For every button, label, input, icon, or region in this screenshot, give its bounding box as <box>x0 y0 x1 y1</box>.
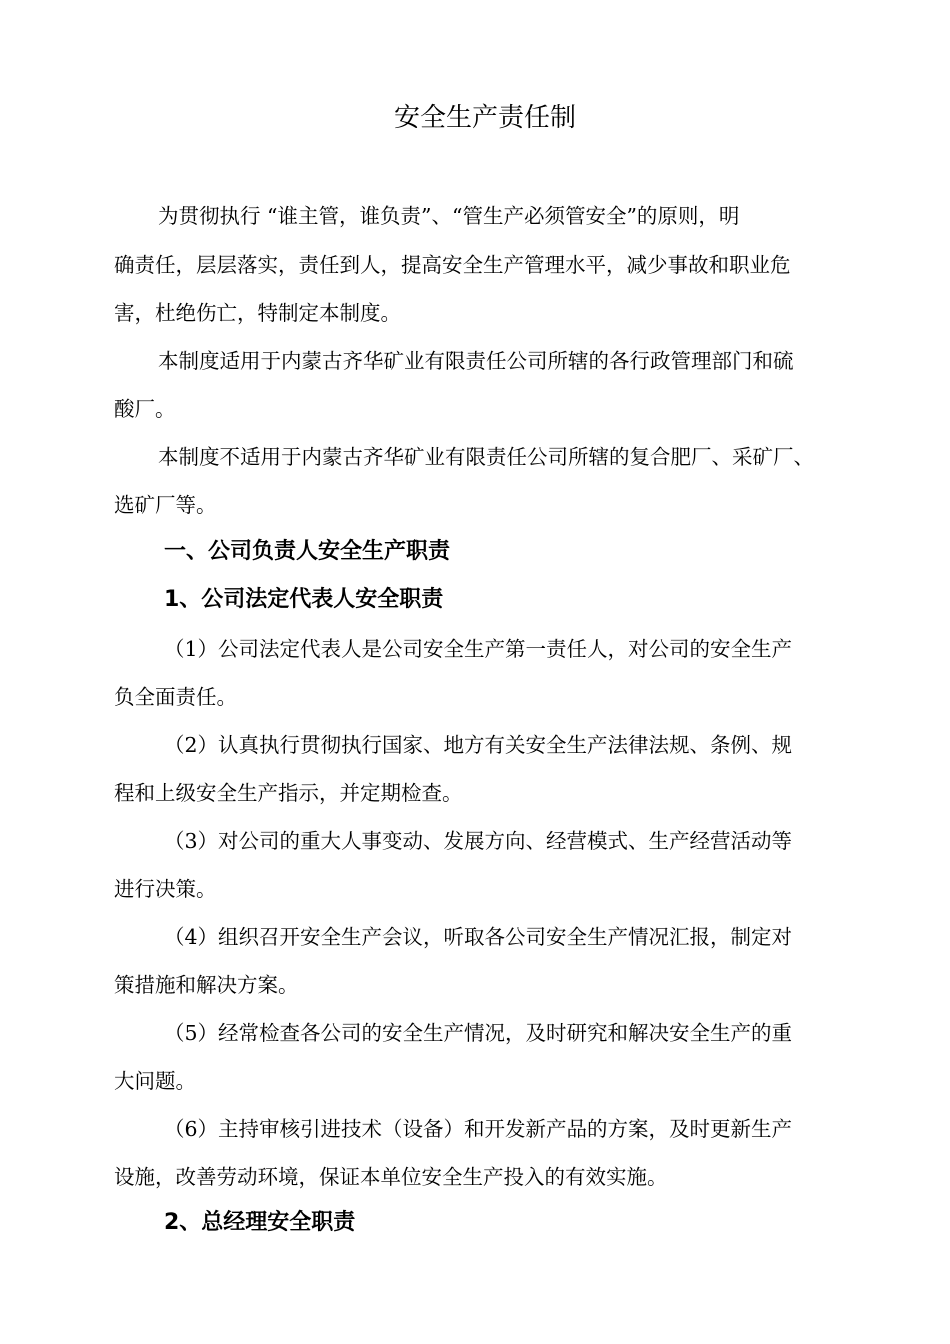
exclusion-line-2: 选矿厂等。 <box>114 493 217 517</box>
subsection-1-heading: 1、公司法定代表人安全职责 <box>164 587 444 612</box>
subsection-2-heading: 2、总经理安全职责 <box>164 1210 356 1235</box>
intro-line-1: 为贯彻执行 “谁主管，谁负责”、“管生产必须管安全”的原则，明 <box>158 204 740 228</box>
item-3-line-2: 进行决策。 <box>114 877 217 901</box>
exclusion-line-1: 本制度不适用于内蒙古齐华矿业有限责任公司所辖的复合肥厂、采矿厂、 <box>158 445 814 469</box>
item-2-line-1: （2）认真执行贯彻执行国家、地方有关安全生产法律法规、条例、规 <box>164 733 793 757</box>
item-5-line-2: 大问题。 <box>114 1069 196 1093</box>
item-1-line-2: 负全面责任。 <box>114 685 237 709</box>
item-3-line-1: （3）对公司的重大人事变动、发展方向、经营模式、生产经营活动等 <box>164 829 793 853</box>
item-4-line-2: 策措施和解决方案。 <box>114 973 299 997</box>
intro-line-3: 害，杜绝伤亡，特制定本制度。 <box>114 301 401 325</box>
item-6-line-1: （6）主持审核引进技术（设备）和开发新产品的方案，及时更新生产 <box>164 1117 793 1141</box>
scope-line-2: 酸厂。 <box>114 397 176 421</box>
item-5-line-1: （5）经常检查各公司的安全生产情况，及时研究和解决安全生产的重 <box>164 1021 793 1045</box>
item-4-line-1: （4）组织召开安全生产会议，听取各公司安全生产情况汇报，制定对 <box>164 925 793 949</box>
item-6-line-2: 设施，改善劳动环境，保证本单位安全生产投入的有效实施。 <box>114 1165 668 1189</box>
scope-line-1: 本制度适用于内蒙古齐华矿业有限责任公司所辖的各行政管理部门和硫 <box>158 349 794 373</box>
item-1-line-1: （1）公司法定代表人是公司安全生产第一责任人，对公司的安全生产 <box>164 637 793 661</box>
section-1-heading: 一、公司负责人安全生产职责 <box>164 539 451 564</box>
intro-line-2: 确责任，层层落实，责任到人，提高安全生产管理水平，减少事故和职业危 <box>114 253 791 277</box>
item-2-line-2: 程和上级安全生产指示，并定期检查。 <box>114 781 463 805</box>
document-title: 安全生产责任制 <box>393 103 576 133</box>
